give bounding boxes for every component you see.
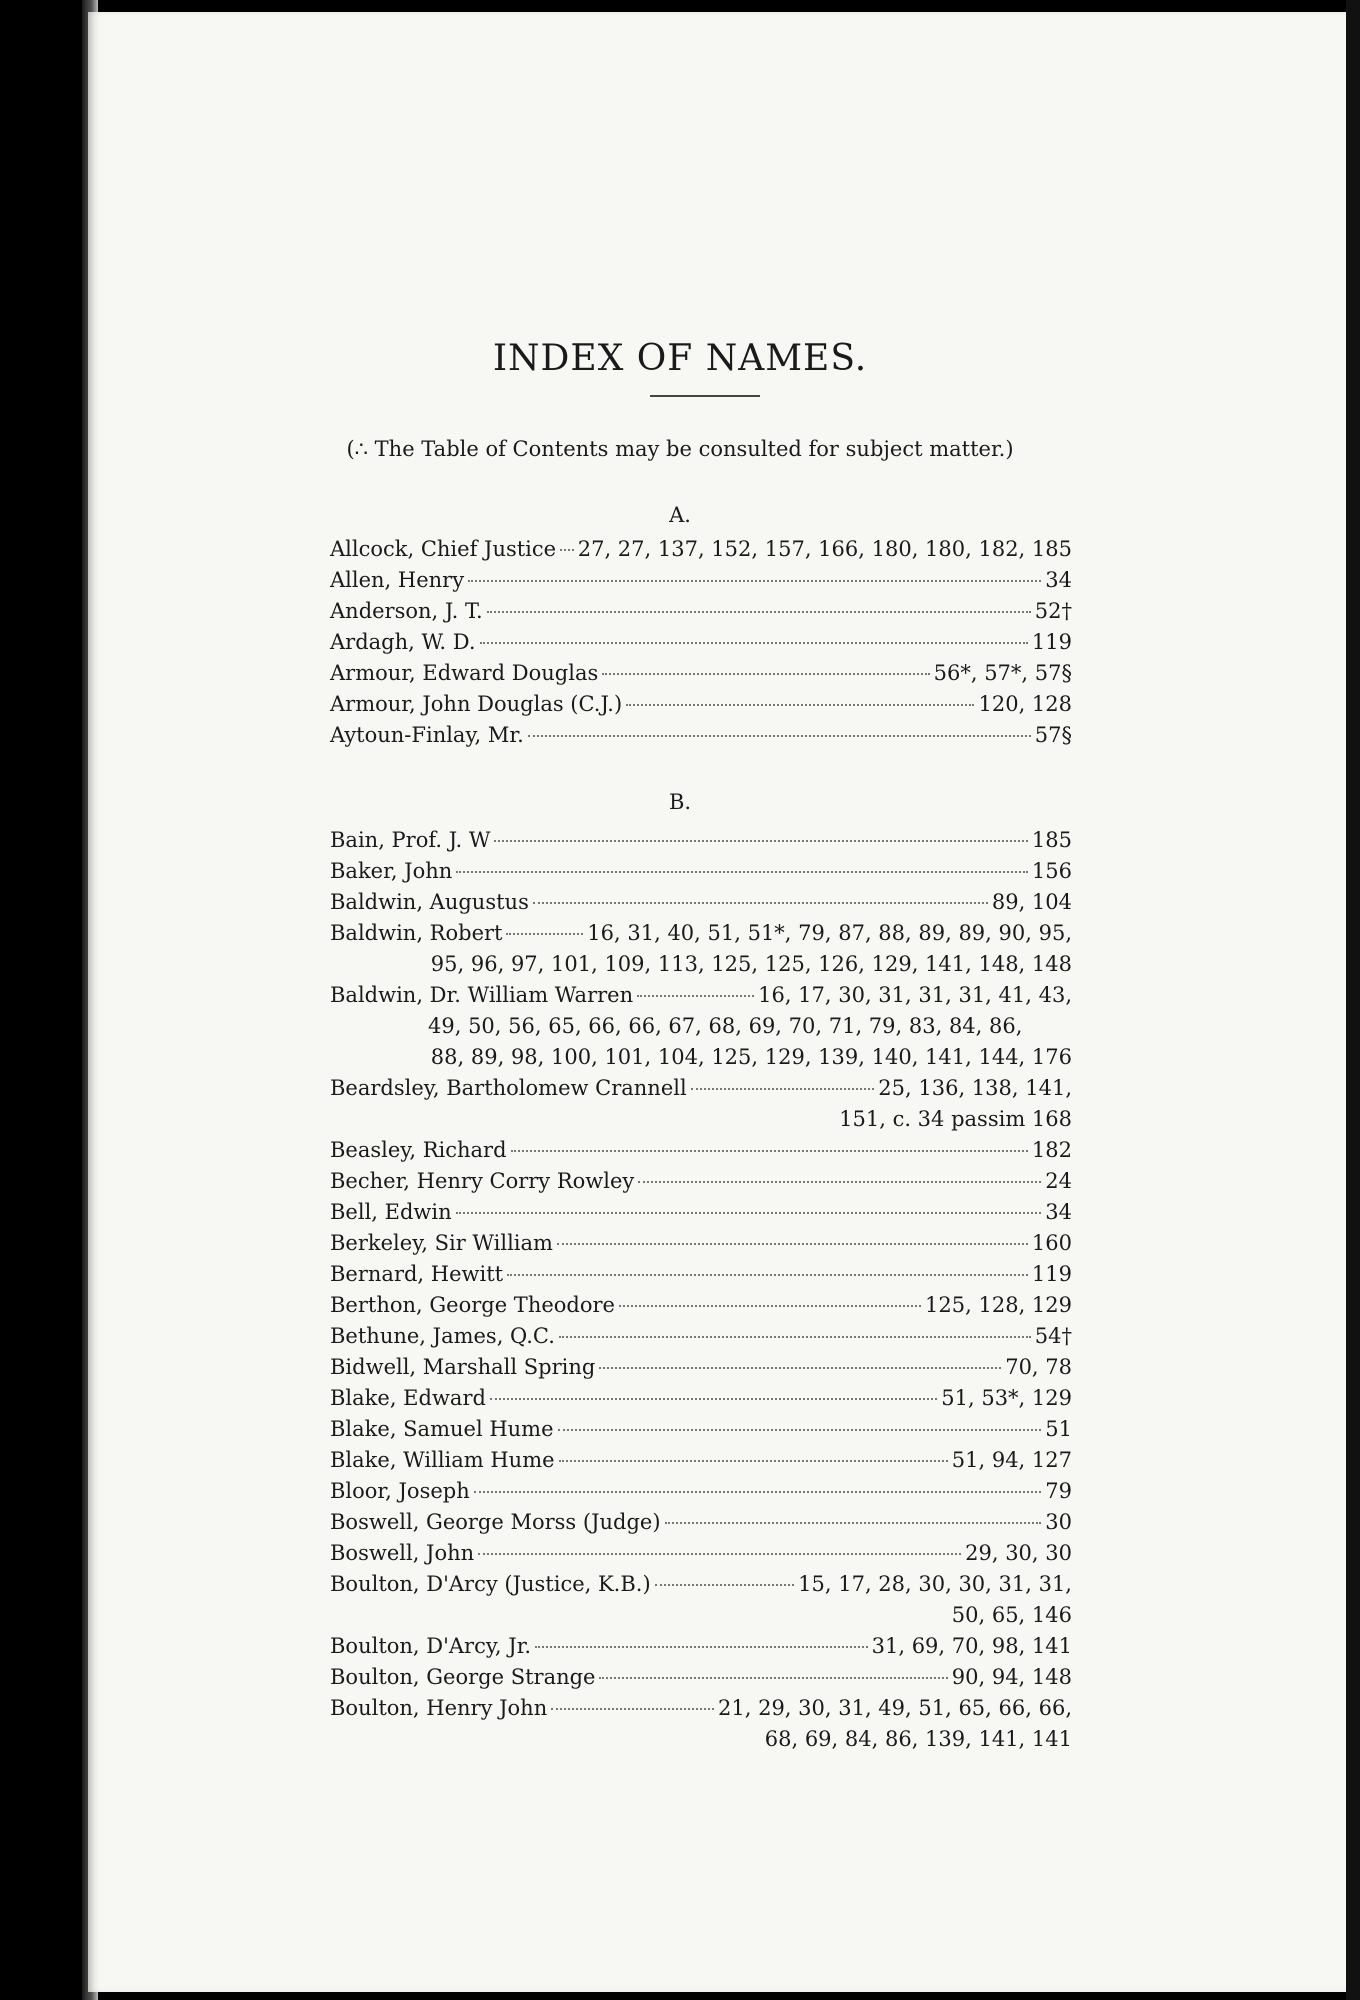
dot-leader	[506, 933, 583, 935]
entry-name: Beardsley, Bartholomew Crannell	[330, 1076, 687, 1100]
dot-leader	[637, 995, 754, 997]
dot-leader	[626, 704, 974, 706]
entry-row	[330, 1259, 1072, 1290]
index-entry	[330, 1321, 1072, 1352]
entry-pages-continued: 95, 96, 97, 101, 109, 113, 125, 125, 126, 129, 141, 148, 148	[430, 952, 1072, 976]
dot-leader	[456, 871, 1028, 873]
page-edge	[1346, 0, 1360, 2000]
entry-pages-continued: 50, 65, 146	[951, 1603, 1072, 1627]
dot-leader	[456, 1212, 1042, 1214]
entry-pages: 51, 94, 127	[951, 1448, 1072, 1472]
entry-row	[330, 627, 1072, 658]
dot-leader	[559, 1460, 948, 1462]
dot-leader	[665, 1522, 1042, 1524]
index-entry	[330, 1290, 1072, 1321]
entry-name: Baker, John	[330, 859, 453, 883]
entry-pages: 30	[1045, 1510, 1072, 1534]
entry-name: Berthon, George Theodore	[330, 1293, 615, 1317]
page-title: INDEX OF NAMES.	[492, 338, 868, 380]
index-entry	[330, 596, 1072, 627]
entry-pages: 51	[1045, 1417, 1072, 1441]
entry-name: Baldwin, Robert	[330, 921, 503, 945]
entry-row	[330, 1662, 1072, 1693]
index-entry	[330, 1414, 1072, 1445]
index-entry	[330, 627, 1072, 658]
index-entry	[330, 720, 1072, 751]
entry-row	[330, 1073, 1072, 1104]
entry-row	[330, 980, 1072, 1011]
entry-row	[330, 596, 1072, 627]
entry-row	[330, 1321, 1072, 1352]
entry-row	[330, 1631, 1072, 1662]
entry-row	[330, 1166, 1072, 1197]
entry-row	[330, 825, 1072, 856]
dot-leader	[480, 642, 1028, 644]
entry-pages: 31, 69, 70, 98, 141	[871, 1634, 1072, 1658]
entry-pages: 51, 53*, 129	[941, 1386, 1072, 1410]
entry-pages: 90, 94, 148	[951, 1665, 1072, 1689]
dot-leader	[599, 1367, 1001, 1369]
section-letter-a: A.	[669, 503, 691, 527]
index-entry	[330, 1073, 1072, 1135]
entry-name: Bethune, James, Q.C.	[330, 1324, 555, 1348]
entry-pages: 120, 128	[978, 692, 1072, 716]
entry-row	[330, 1445, 1072, 1476]
index-section-b	[330, 825, 1072, 1755]
entry-pages: 24	[1045, 1169, 1072, 1193]
entry-row	[330, 887, 1072, 918]
entry-name: Boulton, Henry John	[330, 1696, 548, 1720]
entry-pages: 25, 136, 138, 141,	[878, 1076, 1072, 1100]
entry-pages: 29, 30, 30	[965, 1541, 1072, 1565]
entry-name: Anderson, J. T.	[330, 599, 483, 623]
entry-name: Blake, William Hume	[330, 1448, 555, 1472]
entry-pages: 54†	[1034, 1324, 1072, 1348]
entry-name: Armour, Edward Douglas	[330, 661, 599, 685]
dot-leader	[557, 1243, 1028, 1245]
entry-row	[330, 689, 1072, 720]
dot-leader	[533, 902, 988, 904]
entry-name: Baldwin, Dr. William Warren	[330, 983, 634, 1007]
entry-name: Boulton, George Strange	[330, 1665, 596, 1689]
index-entry	[330, 980, 1072, 1073]
dot-leader	[474, 1491, 1042, 1493]
entry-name: Allcock, Chief Justice	[330, 537, 557, 561]
dot-leader	[528, 735, 1031, 737]
dot-leader	[602, 673, 929, 675]
entry-row	[330, 534, 1072, 565]
index-entry	[330, 1662, 1072, 1693]
entry-pages: 185	[1031, 828, 1072, 852]
entry-pages: 156	[1031, 859, 1072, 883]
entry-pages: 125, 128, 129	[925, 1293, 1072, 1317]
index-entry	[330, 1228, 1072, 1259]
entry-pages: 27, 27, 137, 152, 157, 166, 180, 180, 182, 185	[577, 537, 1072, 561]
entry-pages: 70, 78	[1005, 1355, 1072, 1379]
dot-leader	[560, 549, 574, 551]
entry-name: Berkeley, Sir William	[330, 1231, 553, 1255]
dot-leader	[559, 1336, 1031, 1338]
index-entry	[330, 689, 1072, 720]
entry-row	[330, 565, 1072, 596]
dot-leader	[691, 1088, 875, 1090]
entry-row	[330, 1352, 1072, 1383]
entry-pages: 56*, 57*, 57§	[933, 661, 1072, 685]
entry-name: Bernard, Hewitt	[330, 1262, 504, 1286]
entry-name: Blake, Samuel Hume	[330, 1417, 554, 1441]
entry-pages: 160	[1031, 1231, 1072, 1255]
dot-leader	[655, 1584, 794, 1586]
index-entry	[330, 1569, 1072, 1631]
entry-name: Becher, Henry Corry Rowley	[330, 1169, 635, 1193]
entry-pages-continued: 68, 69, 84, 86, 139, 141, 141	[764, 1727, 1072, 1751]
entry-row	[330, 856, 1072, 887]
dot-leader	[551, 1708, 714, 1710]
index-entry	[330, 918, 1072, 980]
entry-name: Armour, John Douglas (C.J.)	[330, 692, 623, 716]
entry-pages: 21, 29, 30, 31, 49, 51, 65, 66, 66,	[718, 1696, 1072, 1720]
entry-pages: 52†	[1034, 599, 1072, 623]
entry-row	[330, 1197, 1072, 1228]
index-entry	[330, 1631, 1072, 1662]
dot-leader	[507, 1274, 1028, 1276]
index-section-a	[330, 534, 1072, 751]
entry-row	[330, 1228, 1072, 1259]
dot-leader	[490, 1398, 937, 1400]
entry-name: Boswell, George Morss (Judge)	[330, 1510, 661, 1534]
entry-name: Bain, Prof. J. W	[330, 828, 491, 852]
entry-pages: 34	[1045, 1200, 1072, 1224]
entry-name: Boulton, D'Arcy, Jr.	[330, 1634, 532, 1658]
entry-row	[330, 1569, 1072, 1600]
entry-pages-continued: 88, 89, 98, 100, 101, 104, 125, 129, 139, 140, 141, 144, 176	[430, 1045, 1072, 1069]
dot-leader	[478, 1553, 961, 1555]
index-entry	[330, 1352, 1072, 1383]
entry-row	[330, 1507, 1072, 1538]
entry-row	[330, 1538, 1072, 1569]
entry-row	[330, 720, 1072, 751]
entry-name: Blake, Edward	[330, 1386, 486, 1410]
index-entry	[330, 1259, 1072, 1290]
index-entry	[330, 1538, 1072, 1569]
entry-pages: 119	[1031, 630, 1072, 654]
entry-name: Aytoun-Finlay, Mr.	[330, 723, 524, 747]
entry-pages: 16, 17, 30, 31, 31, 31, 41, 43,	[758, 983, 1072, 1007]
entry-pages: 79	[1045, 1479, 1072, 1503]
index-entry	[330, 534, 1072, 565]
entry-name: Allen, Henry	[330, 568, 465, 592]
entry-row	[330, 1290, 1072, 1321]
entry-pages-continued: 49, 50, 56, 65, 66, 66, 67, 68, 69, 70, 71, 79, 83, 84, 86,	[428, 1014, 1023, 1038]
dot-leader	[468, 580, 1041, 582]
entry-name: Bell, Edwin	[330, 1200, 452, 1224]
entry-pages-continued: 151, c. 34 passim 168	[839, 1107, 1072, 1131]
entry-name: Bidwell, Marshall Spring	[330, 1355, 596, 1379]
entry-pages: 119	[1031, 1262, 1072, 1286]
entry-pages: 57§	[1034, 723, 1072, 747]
index-entry	[330, 1507, 1072, 1538]
dot-leader	[558, 1429, 1042, 1431]
dot-leader	[599, 1677, 947, 1679]
entry-pages: 182	[1031, 1138, 1072, 1162]
index-entry	[330, 1445, 1072, 1476]
index-entry	[330, 1135, 1072, 1166]
entry-row	[330, 1476, 1072, 1507]
entry-name: Boulton, D'Arcy (Justice, K.B.)	[330, 1572, 651, 1596]
index-entry	[330, 825, 1072, 856]
dot-leader	[487, 611, 1031, 613]
entry-row	[330, 1383, 1072, 1414]
entry-row	[330, 1693, 1072, 1724]
dot-leader	[619, 1305, 921, 1307]
entry-name: Beasley, Richard	[330, 1138, 507, 1162]
index-entry	[330, 1383, 1072, 1414]
index-entry	[330, 887, 1072, 918]
entry-name: Baldwin, Augustus	[330, 890, 529, 914]
entry-pages: 34	[1045, 568, 1072, 592]
index-entry	[330, 1197, 1072, 1228]
dot-leader	[494, 840, 1027, 842]
index-entry	[330, 1693, 1072, 1755]
index-entry	[330, 1476, 1072, 1507]
index-entry	[330, 856, 1072, 887]
entry-pages: 89, 104	[991, 890, 1072, 914]
entry-pages: 16, 31, 40, 51, 51*, 79, 87, 88, 89, 89, 90, 95,	[587, 921, 1072, 945]
entry-name: Ardagh, W. D.	[330, 630, 476, 654]
index-entry	[330, 658, 1072, 689]
section-letter-b: B.	[668, 790, 692, 814]
dot-leader	[535, 1646, 868, 1648]
title-rule	[650, 395, 760, 397]
contents-note: (∴ The Table of Contents may be consulted for subject matter.)	[346, 437, 1014, 461]
entry-row	[330, 918, 1072, 949]
dot-leader	[511, 1150, 1028, 1152]
index-entry	[330, 565, 1072, 596]
entry-row	[330, 1414, 1072, 1445]
entry-row	[330, 658, 1072, 689]
dot-leader	[638, 1181, 1041, 1183]
entry-row	[330, 1135, 1072, 1166]
entry-name: Boswell, John	[330, 1541, 475, 1565]
index-entry	[330, 1166, 1072, 1197]
entry-name: Bloor, Joseph	[330, 1479, 470, 1503]
entry-pages: 15, 17, 28, 30, 30, 31, 31,	[798, 1572, 1072, 1596]
